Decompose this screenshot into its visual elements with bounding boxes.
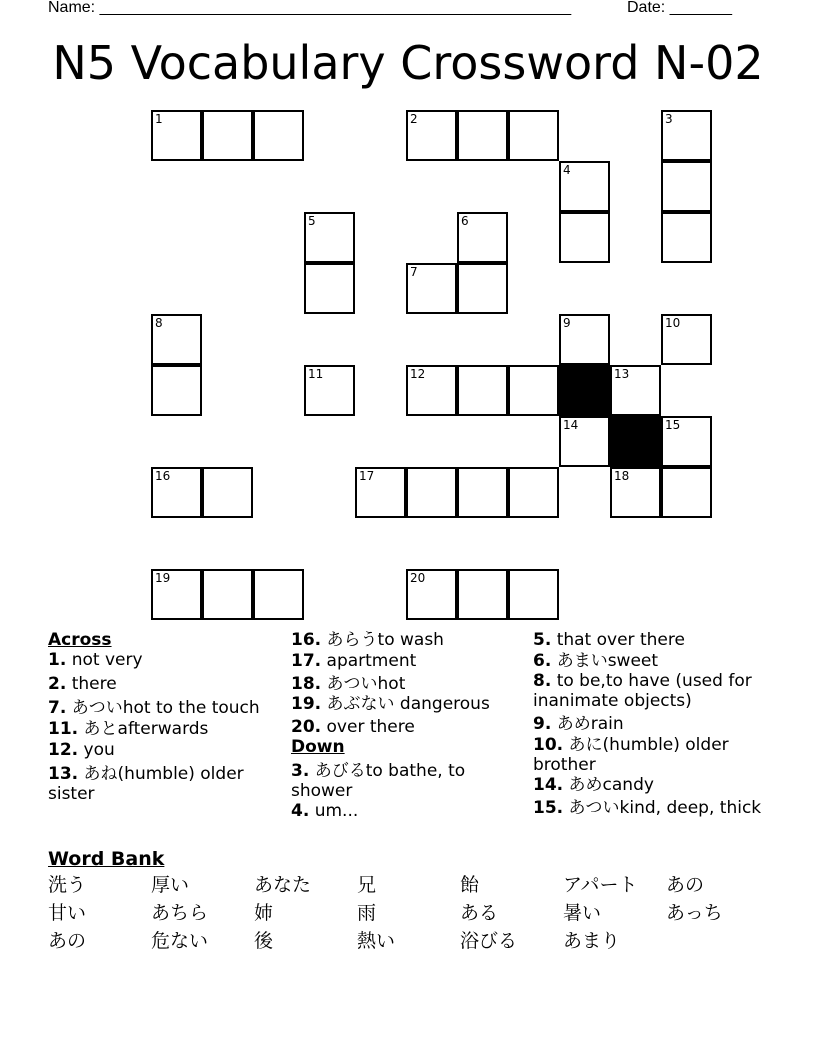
clue-number: 8 [155, 316, 163, 330]
grid-cell[interactable] [457, 569, 508, 620]
name-line: _____________________________________________________ [99, 0, 572, 16]
grid-cell-black [559, 365, 610, 416]
word-bank-title: Word Bank [48, 848, 165, 870]
word-bank-item: 雨 [357, 902, 377, 924]
clue-down-4: 4. um... [291, 801, 359, 821]
clue-column-1 [48, 630, 280, 804]
grid-cell[interactable] [508, 569, 559, 620]
grid-cell[interactable] [457, 110, 508, 161]
clue-number: 9 [563, 316, 571, 330]
clue-number: 2 [410, 112, 418, 126]
grid-cell[interactable] [151, 467, 202, 518]
grid-cell[interactable] [406, 110, 457, 161]
across-heading: Across [48, 630, 112, 650]
clue-number: 18 [614, 469, 630, 483]
down-heading: Down [291, 737, 345, 757]
grid-cell[interactable] [559, 416, 610, 467]
word-bank-item: ある [460, 902, 499, 924]
clue-number: 4 [563, 163, 571, 177]
clue-number: 17 [359, 469, 375, 483]
date-label: Date: [627, 0, 670, 16]
grid-cell[interactable] [559, 161, 610, 212]
clue-column-3 [533, 630, 773, 818]
clue-across-18: 18. あついhot [291, 674, 406, 694]
grid-cell[interactable] [661, 110, 712, 161]
grid-cell[interactable] [661, 467, 712, 518]
grid-cell[interactable] [253, 569, 304, 620]
clue-number: 11 [308, 367, 324, 381]
grid-cell[interactable] [559, 212, 610, 263]
grid-cell[interactable] [508, 110, 559, 161]
date-line: _______ [669, 0, 732, 16]
clue-down-5: 5. that over there [533, 630, 685, 650]
clue-across-19: 19. あぶない dangerous [291, 694, 490, 714]
word-bank-item: 姉 [254, 902, 274, 924]
grid-cell[interactable] [202, 467, 253, 518]
clue-across-7: 7. あついhot to the touch [48, 698, 260, 718]
clue-number: 19 [155, 571, 171, 585]
clue-across-12: 12. you [48, 740, 115, 760]
word-bank-item: あなた [254, 874, 312, 896]
word-bank-item: 厚い [151, 874, 190, 896]
grid-cell[interactable] [151, 314, 202, 365]
clue-across-1: 1. not very [48, 650, 143, 670]
clue-down-6: 6. あまいsweet [533, 651, 659, 671]
clue-column-2 [291, 630, 523, 821]
clue-number: 10 [665, 316, 681, 330]
word-bank-item: 浴びる [460, 930, 518, 952]
grid-cell[interactable] [508, 467, 559, 518]
word-bank-item: 飴 [460, 874, 480, 896]
grid-cell[interactable] [457, 365, 508, 416]
clue-across-20: 20. over there [291, 717, 415, 737]
clue-number: 12 [410, 367, 426, 381]
word-bank-item: 熱い [357, 930, 396, 952]
clue-down-3: 3. あびるto bathe, to shower [291, 761, 466, 801]
grid-cell[interactable] [406, 365, 457, 416]
grid-cell[interactable] [406, 569, 457, 620]
clue-number: 16 [155, 469, 171, 483]
word-bank-item: あっち [666, 902, 723, 924]
grid-cell[interactable] [202, 569, 253, 620]
clue-number: 6 [461, 214, 469, 228]
grid-cell[interactable] [151, 569, 202, 620]
grid-cell[interactable] [457, 467, 508, 518]
grid-cell[interactable] [559, 314, 610, 365]
grid-cell[interactable] [304, 212, 355, 263]
clue-across-17: 17. apartment [291, 651, 417, 671]
grid-cell[interactable] [304, 365, 355, 416]
word-bank-item: 後 [254, 930, 274, 952]
clue-down-8: 8. to be,to have (used for inanimate objects) [533, 671, 752, 711]
word-bank-item: 危ない [151, 930, 209, 952]
grid-cell[interactable] [661, 161, 712, 212]
clue-down-9: 9. あめrain [533, 714, 624, 734]
grid-cell[interactable] [406, 467, 457, 518]
clue-across-2: 2. there [48, 674, 117, 694]
grid-cell-black [610, 416, 661, 467]
clue-down-10: 10. あに(humble) older brother [533, 735, 729, 775]
grid-cell[interactable] [151, 110, 202, 161]
word-bank-item: あまり [563, 930, 621, 952]
grid-cell[interactable] [253, 110, 304, 161]
grid-cell[interactable] [610, 467, 661, 518]
clue-across-16: 16. あらうto wash [291, 630, 444, 650]
clue-number: 13 [614, 367, 630, 381]
grid-cell[interactable] [610, 365, 661, 416]
grid-cell[interactable] [661, 314, 712, 365]
grid-cell[interactable] [406, 263, 457, 314]
word-bank-item: 甘い [48, 902, 87, 924]
clue-across-11: 11. あとafterwards [48, 719, 209, 739]
word-bank-item: あの [48, 930, 87, 952]
word-bank-item: 洗う [48, 874, 87, 896]
page-title: N5 Vocabulary Crossword N-02 [52, 36, 764, 90]
word-bank-item: あの [666, 874, 705, 896]
grid-cell[interactable] [508, 365, 559, 416]
clue-down-15: 15. あついkind, deep, thick [533, 798, 762, 818]
word-bank-item: アパート [563, 874, 638, 896]
grid-cell[interactable] [457, 263, 508, 314]
clue-number: 7 [410, 265, 418, 279]
grid-cell[interactable] [457, 212, 508, 263]
name-label: Name: [48, 0, 100, 16]
word-bank-item: 暑い [563, 902, 602, 924]
clue-down-14: 14. あめcandy [533, 775, 654, 795]
grid-cell[interactable] [661, 212, 712, 263]
grid-cell[interactable] [202, 110, 253, 161]
clue-across-13: 13. あね(humble) older sister [48, 764, 244, 804]
clue-number: 20 [410, 571, 426, 585]
grid-cell[interactable] [355, 467, 406, 518]
clue-number: 15 [665, 418, 681, 432]
clue-number: 3 [665, 112, 673, 126]
grid-cell[interactable] [304, 263, 355, 314]
clue-number: 5 [308, 214, 316, 228]
clue-number: 1 [155, 112, 163, 126]
word-bank-item: あちら [151, 902, 209, 924]
clue-number: 14 [563, 418, 579, 432]
grid-cell[interactable] [661, 416, 712, 467]
word-bank-item: 兄 [357, 874, 377, 896]
grid-cell[interactable] [151, 365, 202, 416]
